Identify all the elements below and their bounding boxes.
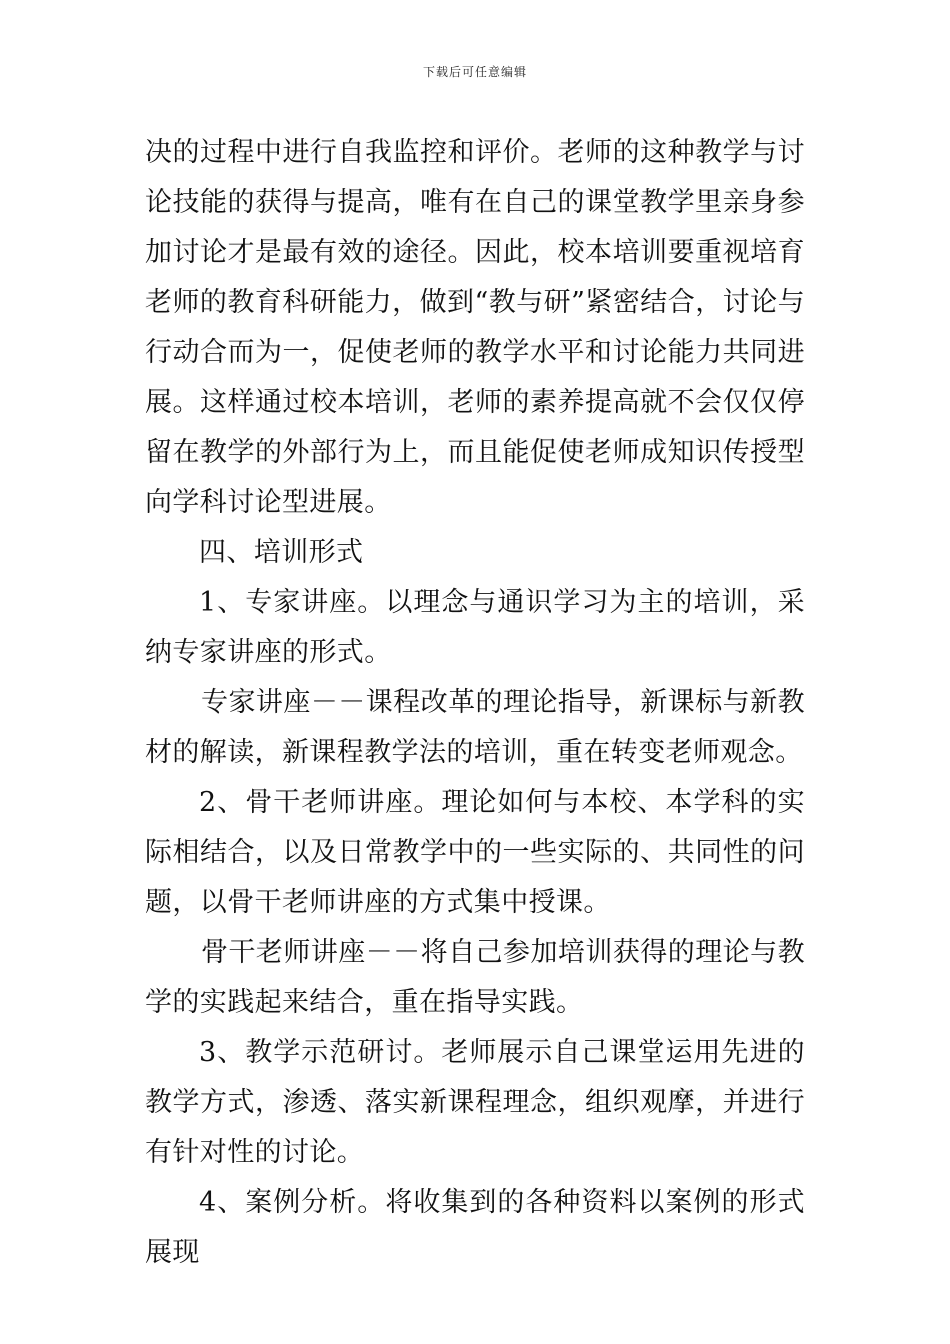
paragraph-case-analysis: 4、案例分析。将收集到的各种资料以案例的形式展现	[145, 1187, 805, 1268]
section-heading-training-forms: 四、培训形式	[199, 537, 364, 568]
paragraph-expert-lecture-detail: 专家讲座－－课程改革的理论指导，新课标与新教材的解读，新课程教学法的培训，重在转变老师观念。	[145, 687, 805, 768]
paragraph-expert-lecture: 1、专家讲座。以理念与通识学习为主的培训，采纳专家讲座的形式。	[145, 587, 805, 668]
page-header: 下载后可任意编辑	[422, 65, 527, 79]
paragraph-backbone-teacher-detail: 骨干老师讲座－－将自己参加培训获得的理论与教学的实践起来结合，重在指导实践。	[145, 937, 805, 1018]
paragraph-teaching-demo: 3、教学示范研讨。老师展示自己课堂运用先进的教学方式，渗透、落实新课程理念，组织观摩，并进行有针对性的讨论。	[145, 1037, 805, 1168]
document-body	[145, 128, 805, 1278]
paragraph-continuation: 决的过程中进行自我监控和评价。老师的这种教学与讨论技能的获得与提高，唯有在自己的课堂教学里亲身参加讨论才是最有效的途径。因此，校本培训要重视培育老师的教育科研能力，做到“教与研”紧密结合，讨论与行动合而为一，促使老师的教学水平和讨论能力共同进展。这样通过校本培训，老师的素养提高就不会仅仅停留在教学的外部行为上，而且能促使老师成知识传授型向学科讨论型进展。	[145, 137, 805, 518]
paragraph-backbone-teacher-lecture: 2、骨干老师讲座。理论如何与本校、本学科的实际相结合，以及日常教学中的一些实际的、共同性的问题，以骨干老师讲座的方式集中授课。	[145, 787, 805, 918]
